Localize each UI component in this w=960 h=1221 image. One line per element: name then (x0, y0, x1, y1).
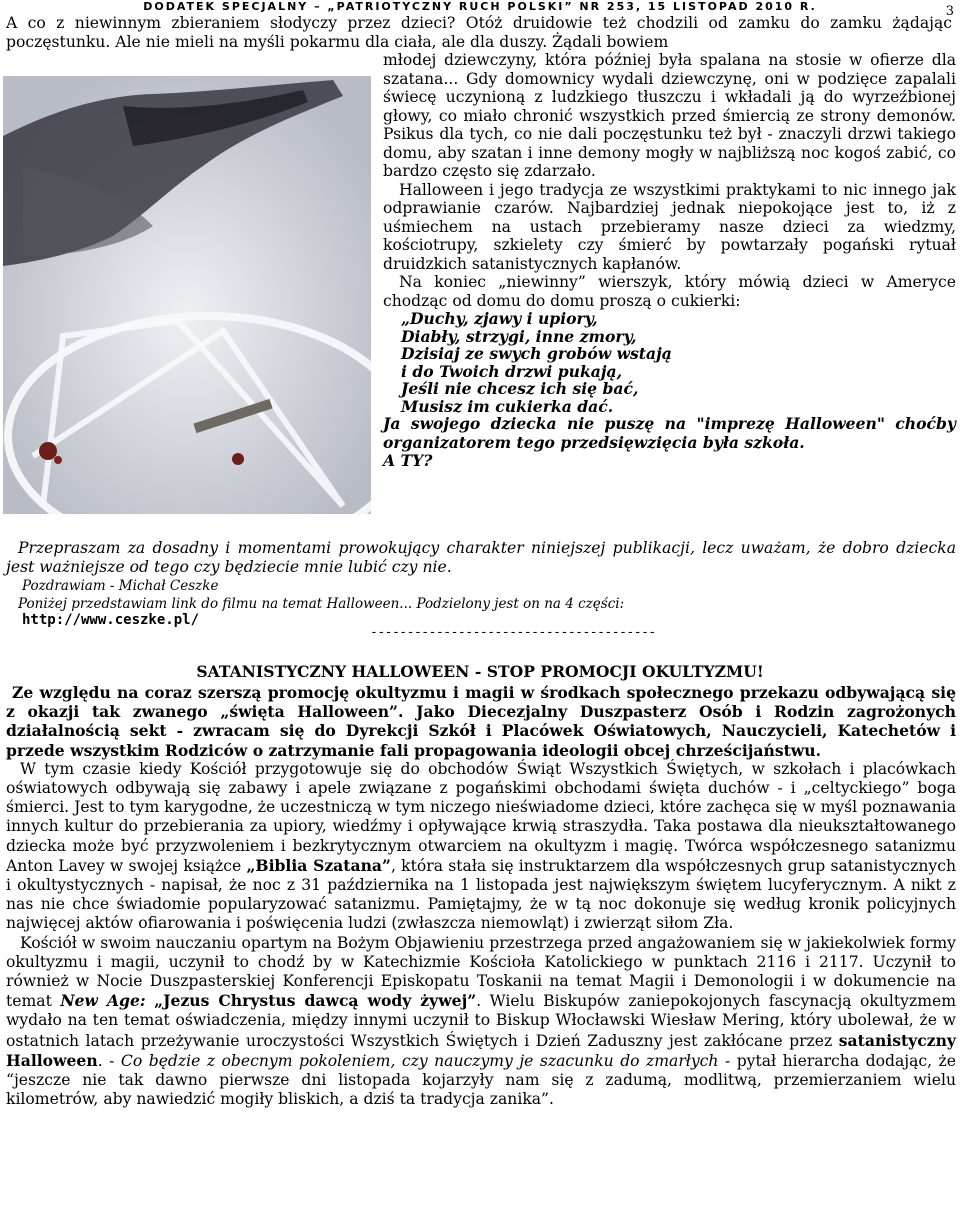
book-title: „Biblia Szatana” (246, 855, 392, 875)
article-title: SATANISTYCZNY HALLOWEEN - STOP PROMOCJI OKULTYZMU! (196, 662, 764, 681)
bishop-quote: Co będzie z obecnym pokoleniem, czy nauczymy je szacunku do zmarłych (120, 1051, 719, 1070)
document-title: New Age: (60, 991, 146, 1011)
running-header: DODATEK SPECJALNY – „PATRIOTYCZNY RUCH POLSKI” NR 253, 15 LISTOPAD 2010 R. (143, 0, 817, 13)
apology-paragraph: Przepraszam za dosadny i momentami prowokujący charakter niniejszej publikacji, lecz uważam, że dobro dziecka jest ważniejsze od tego czy będziecie mnie lubić czy nie. (6, 539, 956, 576)
pentagram-ritual-image (3, 76, 371, 514)
body-paragraph-2 (6, 934, 956, 1110)
rhyme-line: Dzisiaj ze swych grobów wstają (401, 344, 672, 363)
halloween-ritual-photo (3, 76, 371, 514)
link-intro: Poniżej przedstawiam link do filmu na temat Halloween... Podzielony jest on na 4 części: (18, 596, 625, 612)
lead-paragraph (6, 683, 956, 760)
body-text: - pytał hierarcha dodając, że “jeszcze nie tak dawno pierwsze dni listopada kojarzyły nam się z zadumą, modlitwą, przemierzaniem wielu kilometrów, aby nawiedzić mogiły bliskich, a dziś ta tradycja zanika”. (6, 1051, 957, 1109)
column-paragraph-1: młodej dziewczyny, która później była spalana na stosie w ofierze dla szatana... Gdy domownicy wydali dziewczynę, oni w podzięce zapalali świecę uczynioną z ludzkiego tłuszczu i wkładali ją do wyrzeźbionej głowy, co miało chronić wszystkich przed śmiercią ze strony demonów. Psikus dla tych, co nie dali poczęstunku też był - znaczyli drzwi takiego domu, aby szatan i inne demony mogły w najbliższą noc kogoś zabić, co bardzo często się zdarzało. (383, 51, 956, 180)
website-link[interactable]: http://www.ceszke.pl/ (22, 612, 200, 628)
body-text: . - (97, 1051, 121, 1070)
intro-paragraph: A co z niewinnym zbieraniem słodyczy przez dzieci? Otóż druidowie też chodzili od zamku do zamku żądając poczęstunku. Ale nie mieli na myśli pokarmu dla ciała, ale dla duszy. Żądali bowiem (6, 14, 952, 51)
body-paragraph-1 (6, 760, 956, 934)
column-paragraph-3: Na koniec „niewinny” wierszyk, który mówią dzieci w Ameryce chodząc od domu do domu proszą o cukierki: (383, 273, 956, 310)
body-text: , która stała się instruktarzem dla współczesnych grup satanistycznych i okultystycznych - napisał, że noc z 31 października na 1 listopada jest największym świętem lucyferycznym. A nikt z nas nie chce świadomie popularyzować satanizmu. Pamiętajmy, że w tą noc dokonuje się według kronik policyjnych najwięcej aktów ofiarowania i poświęcenia ludzi (zwłaszcza niemowląt) i zwierząt siłom Zła. (6, 856, 957, 933)
signature: Pozdrawiam - Michał Ceszke (22, 578, 219, 594)
right-column (383, 51, 956, 471)
document-subtitle: „Jezus Chrystus dawcą wody żywej” (154, 991, 477, 1011)
lead-text: . Jako Diecezjalny Duszpasterz Osób i Rodzin zagrożonych działalnością sekt - zwracam się do Dyrekcji Szkół i Placówek Oświatowych, Nauczycieli, Katechetów i przede wszystkim Rodziców o zatrzymanie fali propagowania ideologii obcej chrześcijaństwu. (6, 702, 957, 760)
lead-quote: „święta Halloween” (220, 702, 399, 722)
body-text (146, 992, 155, 1010)
closing-question: A TY? (383, 451, 433, 470)
rhyme-line: Jeśli nie chcesz ich się bać, (401, 379, 639, 398)
rhyme-line: „Duchy, zjawy i upiory, (401, 309, 598, 328)
closing-statement: Ja swojego dziecka nie puszę na "imprezę Halloween" choćby organizatorem tego przedsięwzięcia była szkoła. (383, 414, 956, 452)
article-body (6, 683, 956, 1109)
page-number: 3 (945, 4, 954, 19)
emphasis-term: satanistyczny Halloween (6, 1030, 956, 1070)
body-text: Kościół w swoim nauczaniu opartym na Bożym Objawieniu przestrzega przed angażowaniem się w jakiekolwiek formy okultyzmu i magii, uczynił to chodź by w Katechizmie Kościoła Katolickiego w punktach 2116 i 2117. Uczynił to również w Nocie Duszpasterskiej Konferencji Episkopatu Toskanii na temat Magii i Demonologii i w dokumencie na temat (6, 933, 956, 1011)
body-text: . Wielu Biskupów zaniepokojonych fascynacją okultyzmem wydało na ten temat oświadczenia, między innymi uczynił to Biskup Włocławski Wiesław Mering, który ubolewał, że w ostatnich latach przeżywanie uroczystości Wszystkich Świętych i Dzień Zaduszny jest zakłócane przez (6, 992, 956, 1050)
lead-text: Ze względu na coraz szerszą promocję okultyzmu i magii w środkach społecznego przekazu odbywającą się z okazji tak zwanego (6, 683, 956, 722)
body-text: W tym czasie kiedy Kościół przygotowuje się do obchodów Świąt Wszystkich Świętych, w szkołach i placówkach oświatowych odbywają się zabawy i apele związane z pogańskimi obchodami święta duchów - i „celtyckiego” boga śmierci. Jest to tym karygodne, że uczestniczą w tym niczego nieświadome dzieci, które zachęca się w myśl poznawania innych kultur do przebierania za upiory, wiedźmy i opływające krwią straszydła. Taka postawa dla nieukształtowanego dziecka może być przyzwoleniem i bezkrytycznym otwarciem na okultyzm i magię. Twórca współczesnego satanizmu Anton Lavey w swojej książce (6, 759, 957, 875)
section-divider: --------------------------------------- (370, 625, 656, 640)
rhyme-line: Musisz im cukierka dać. (401, 396, 614, 416)
column-paragraph-2: Halloween i jego tradycja ze wszystkimi praktykami to nic innego jak odprawianie czarów. Najbardziej jednak niepokojące jest to, iż z uśmiechem na ustach przebieramy nasze dzieci za wiedzmy, kościotrupy, szkielety czy śmierć by powtarzały pogański rytuał druidzkich satanistycznych kapłanów. (383, 180, 956, 273)
rhyme-line: Diabły, strzygi, inne zmory, (401, 326, 637, 346)
rhyme-line: i do Twoich drzwi pukają, (401, 361, 623, 381)
children-rhyme (401, 310, 956, 415)
